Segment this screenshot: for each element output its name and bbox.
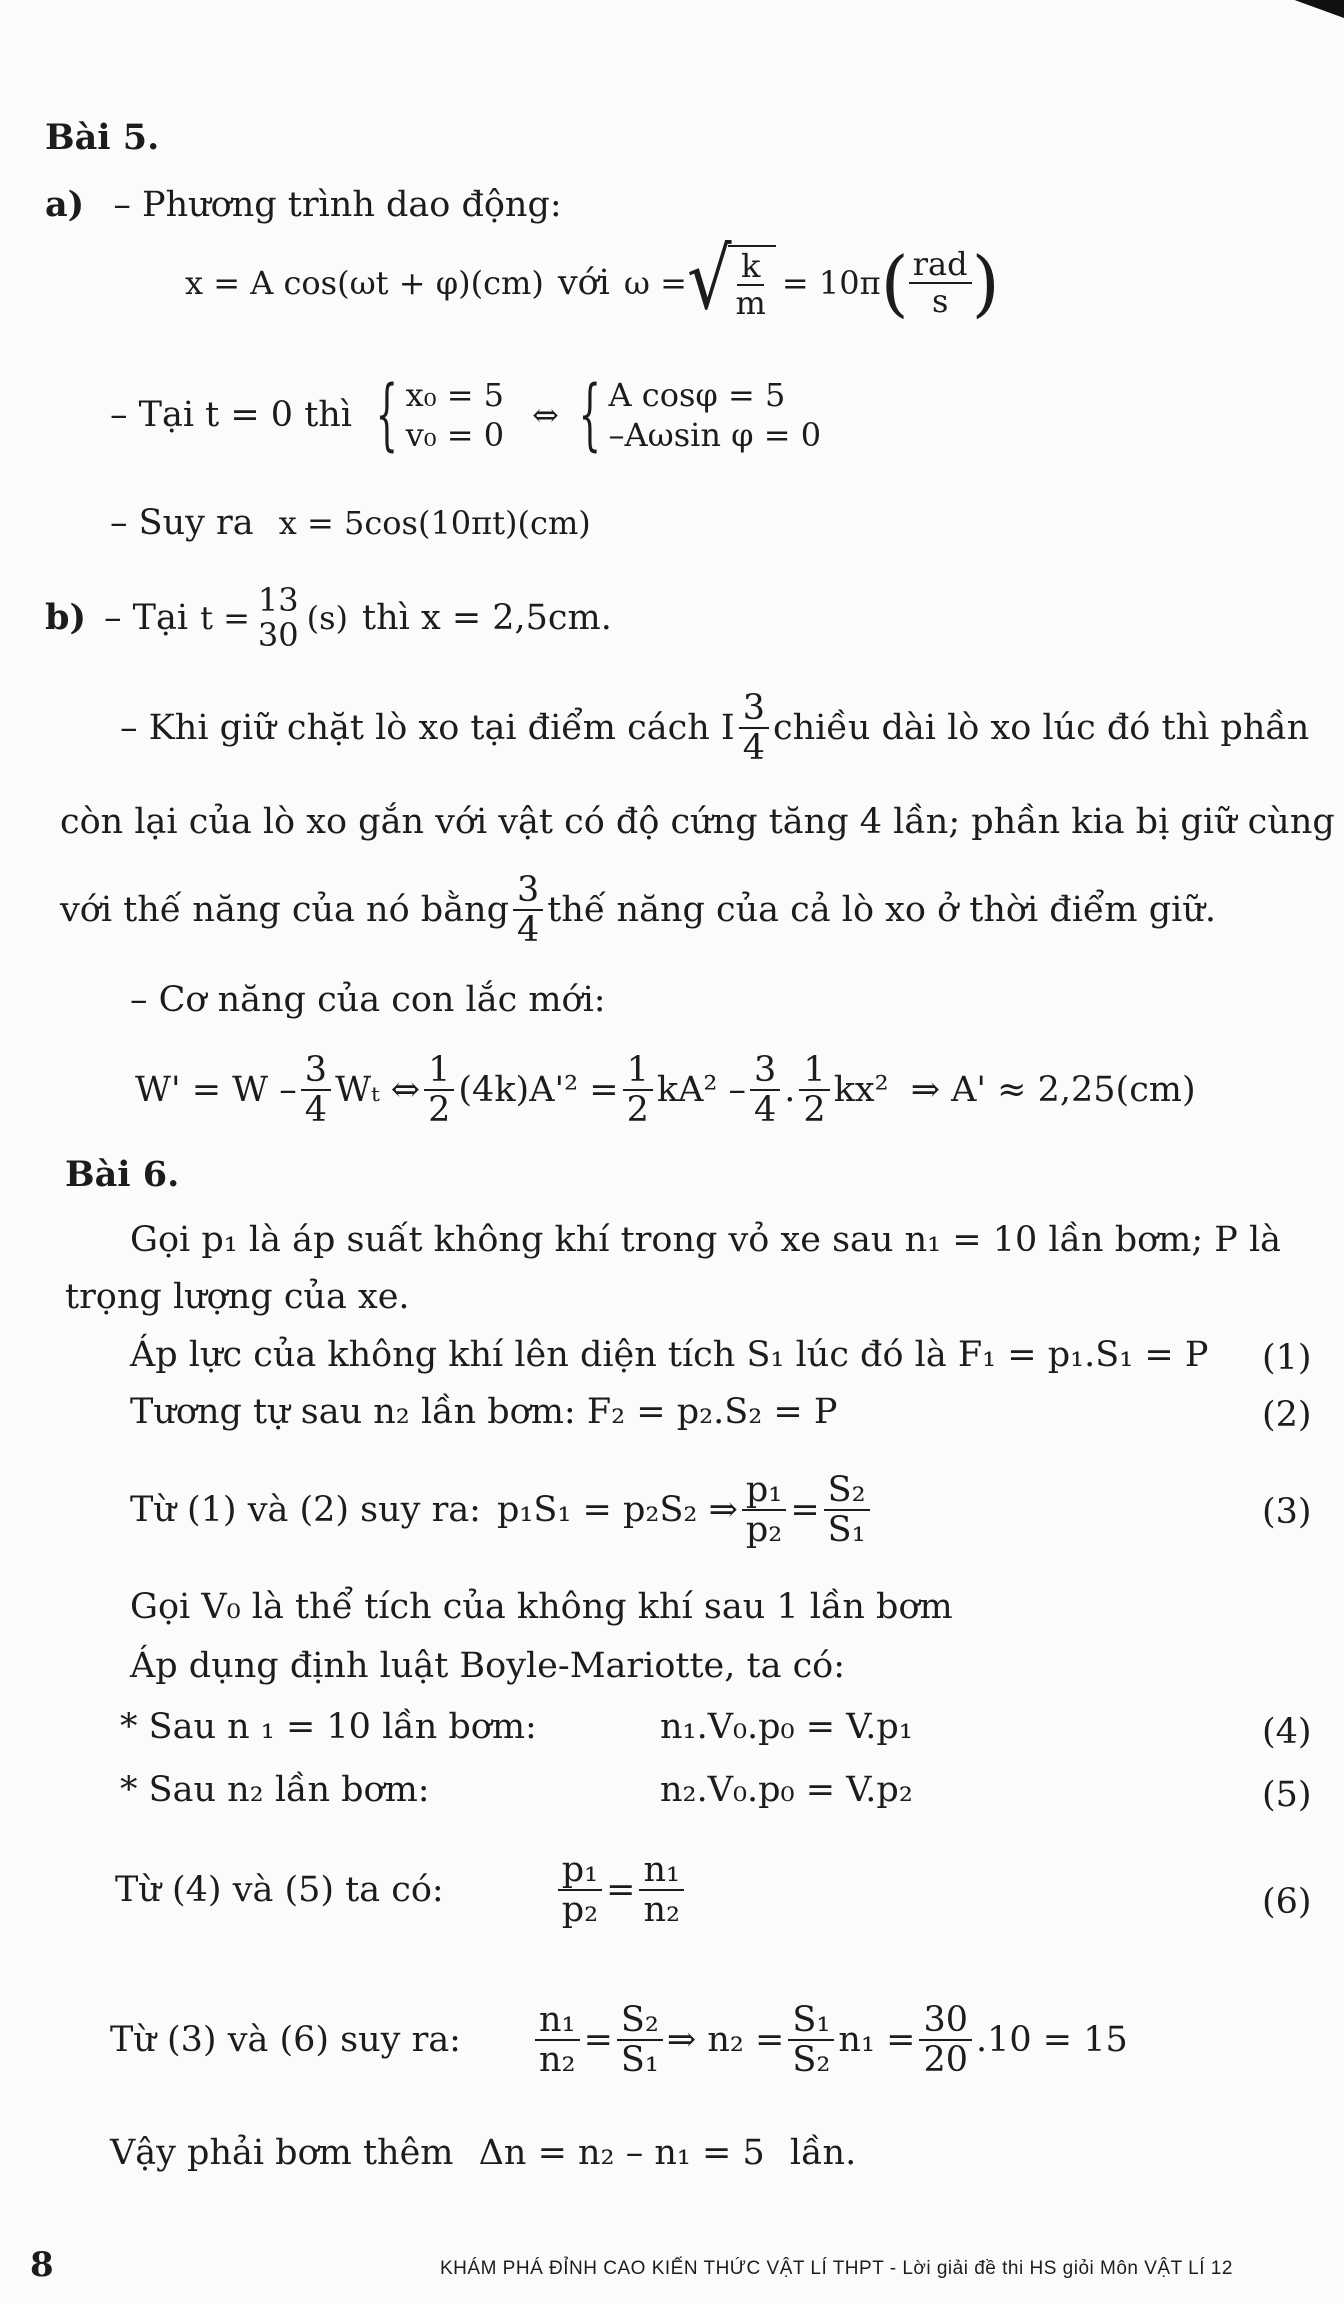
eq-w-d2: 2 — [428, 1090, 451, 1130]
sau-n1-label: * Sau n ₁ = 10 lần bơm: — [120, 1707, 537, 1747]
eq-w3: (4k)A'² = — [458, 1069, 619, 1110]
eq-w-d4: 4 — [754, 1090, 777, 1130]
bai5-a-label: a) — [45, 184, 85, 225]
eq-w-n1: 3 — [301, 1051, 331, 1092]
tu36-d1: n₂ — [538, 2040, 576, 2080]
page-corner-mark — [1284, 0, 1344, 18]
tu45-eq: = — [606, 1869, 636, 1910]
tu12-d2: S₁ — [827, 1510, 866, 1550]
eq1-rad: rad — [909, 247, 972, 284]
voi-the-num: 3 — [513, 871, 543, 912]
tu45-n2: n₁ — [639, 1851, 684, 1892]
tu45-d2: n₂ — [643, 1890, 681, 1930]
khi-giu-num: 3 — [739, 689, 769, 730]
eq-num-4: (4) — [1262, 1712, 1312, 1752]
bai5-a-line — [45, 185, 562, 225]
tu36-d2: S₁ — [620, 2040, 659, 2080]
tu36-d: .10 = 15 — [975, 2019, 1128, 2060]
eq-w-d5: 2 — [803, 1090, 826, 1130]
bai6-title: Bài 6. — [65, 1154, 180, 1195]
tu45-label: Từ (4) và (5) ta có: — [115, 1869, 444, 1910]
suy-ra-eq: x = 5cos(10πt)(cm) — [278, 504, 591, 542]
eq-w5: . — [784, 1069, 796, 1110]
con-lai-line: còn lại của lò xo gắn với vật có độ cứng tăng 4 lần; phần kia bị giữ cùng — [60, 802, 1335, 842]
eq-w6: kx² — [833, 1069, 889, 1110]
tu12-eq2: = — [790, 1489, 820, 1530]
tu36-b: ⇒ n₂ = — [666, 2019, 785, 2060]
eq-w4: kA² – — [656, 1069, 746, 1110]
eq1-left: x = A cos(ωt + φ)(cm) — [185, 263, 544, 302]
tu12-n2: S₂ — [824, 1471, 870, 1512]
b-num: 13 — [257, 580, 299, 619]
tu36-c: n₁ = — [838, 2019, 916, 2060]
suy-ra-prefix: – Suy ra — [110, 503, 254, 543]
voi-the-pre: với thế năng của nó bằng — [60, 889, 510, 930]
eq-num-6: (6) — [1262, 1882, 1312, 1922]
tu36-d4: 20 — [923, 2040, 968, 2080]
sau-n2-eq: n₂.V₀.p₀ = V.p₂ — [660, 1770, 913, 1810]
eq1-s: s — [931, 282, 949, 320]
eq-num-3: (3) — [1262, 1492, 1312, 1532]
voi-the-line — [60, 860, 1216, 960]
tu12-n1: p₁ — [742, 1471, 786, 1512]
voi-the-den: 4 — [517, 910, 540, 950]
t0-system2 — [609, 375, 822, 455]
eq-w7: ⇒ A' ≈ 2,25(cm) — [910, 1069, 1196, 1110]
vay-pre: Vậy phải bơm thêm — [110, 2133, 454, 2173]
tu12-eq: p₁S₁ = p₂S₂ ⇒ — [496, 1489, 738, 1530]
b-rest: thì x = 2,5cm. — [362, 597, 612, 638]
eq-w2: Wₜ ⇔ — [335, 1069, 421, 1110]
vay-line — [110, 2133, 856, 2173]
tu45-n1: p₁ — [558, 1851, 602, 1892]
tu12-line — [130, 1455, 874, 1565]
sau-n2-label: * Sau n₂ lần bơm: — [120, 1770, 430, 1810]
bai5-b-label: b) — [45, 596, 87, 638]
b-tai: – Tại — [104, 597, 189, 638]
b-unit: (s) — [306, 598, 349, 637]
tu45-line — [115, 1830, 688, 1950]
eq-dao-dong — [185, 228, 1000, 338]
ap-luc-line: Áp lực của không khí lên diện tích S₁ lúc đó là F₁ = p₁.S₁ = P — [130, 1335, 1209, 1375]
eq-num-2: (2) — [1262, 1395, 1312, 1435]
sqrt-k-over-m — [686, 229, 776, 329]
eq1-k: k — [737, 249, 764, 286]
eq-num-1: (1) — [1262, 1338, 1312, 1378]
eq-w1: W' = W – — [135, 1069, 297, 1110]
paren-close-icon: ) — [971, 241, 1000, 325]
voi-the-post: thế năng của cả lò xo ở thời điểm giữ. — [547, 889, 1217, 930]
paren-open-icon: ( — [880, 241, 909, 325]
t0-eq2: –Aωsin φ = 0 — [608, 416, 822, 454]
ap-dung-line: Áp dụng định luật Boyle-Mariotte, ta có: — [130, 1646, 846, 1686]
page-number: 8 — [30, 2245, 54, 2285]
khi-giu-post: chiều dài lò xo lúc đó thì phần — [772, 707, 1310, 748]
tu36-n3: S₁ — [788, 2001, 834, 2042]
eq1-with: với — [557, 262, 610, 303]
eq-w-d3: 2 — [626, 1090, 649, 1130]
tu36-n1: n₁ — [535, 2001, 580, 2042]
bai5-a-text: – Phương trình dao động: — [113, 185, 562, 225]
tu36-line — [110, 1975, 1128, 2105]
eq-w-n2: 1 — [424, 1051, 454, 1092]
eq-num-5: (5) — [1262, 1775, 1312, 1815]
t0-v: v₀ = 0 — [405, 416, 505, 454]
eq1-omega: ω = — [623, 263, 687, 302]
suy-ra-line — [110, 503, 591, 543]
t0-x: x₀ = 5 — [405, 376, 505, 414]
eq-w-n3: 1 — [623, 1051, 653, 1092]
khi-giu-line — [120, 678, 1309, 778]
brace-left-icon: { — [375, 370, 398, 460]
eq-co-nang — [135, 1035, 1196, 1145]
b-den: 30 — [257, 616, 299, 654]
b-t: t = — [200, 598, 250, 637]
t0-eq1: A cosφ = 5 — [608, 376, 786, 414]
tu36-d3: S₂ — [792, 2040, 831, 2080]
footer-text: KHÁM PHÁ ĐỈNH CAO KIẾN THỨC VẬT LÍ THPT - Lời giải đề thi HS giỏi Môn VẬT LÍ 12 — [440, 2258, 1233, 2279]
tuong-tu-line: Tương tự sau n₂ lần bơm: F₂ = p₂.S₂ = P — [130, 1392, 838, 1432]
vay-post: lần. — [789, 2133, 857, 2173]
sau-n1-eq: n₁.V₀.p₀ = V.p₁ — [660, 1707, 913, 1747]
bai5-b-line — [45, 568, 612, 668]
goi-v0-line: Gọi V₀ là thể tích của không khí sau 1 lần bơm — [130, 1587, 953, 1627]
t0-prefix: – Tại t = 0 thì — [110, 394, 352, 435]
bai5-title: Bài 5. — [45, 117, 160, 158]
tu45-d1: p₂ — [561, 1890, 599, 1930]
tu36-n4: 30 — [919, 2001, 972, 2042]
khi-giu-den: 4 — [742, 728, 765, 768]
eq1-val: = 10π — [781, 263, 881, 302]
eq-t0 — [110, 360, 821, 470]
tu12-label: Từ (1) và (2) suy ra: — [130, 1489, 481, 1530]
eq-w-d1: 4 — [304, 1090, 328, 1130]
t0-system1 — [406, 375, 504, 455]
radical-icon: √ — [686, 229, 732, 329]
tu12-d1: p₂ — [745, 1510, 783, 1550]
eq-w-n4: 3 — [750, 1051, 780, 1092]
goi-p1-line1: Gọi p₁ là áp suất không khí trong vỏ xe sau n₁ = 10 lần bơm; P là — [130, 1220, 1282, 1260]
t0-iff: ⇔ — [532, 395, 559, 434]
vay-eq: Δn = n₂ – n₁ = 5 — [478, 2133, 765, 2173]
tu36-n2: S₂ — [617, 2001, 663, 2042]
tu36-label: Từ (3) và (6) suy ra: — [110, 2019, 461, 2060]
khi-giu-pre: – Khi giữ chặt lò xo tại điểm cách I — [120, 707, 735, 748]
brace-left-icon: { — [578, 370, 601, 460]
tu36-a: = — [583, 2019, 613, 2060]
co-nang-line: – Cơ năng của con lắc mới: — [130, 980, 606, 1020]
goi-p1-line2: trọng lượng của xe. — [65, 1277, 410, 1317]
eq-w-n5: 1 — [799, 1051, 829, 1092]
eq1-m: m — [735, 284, 766, 322]
